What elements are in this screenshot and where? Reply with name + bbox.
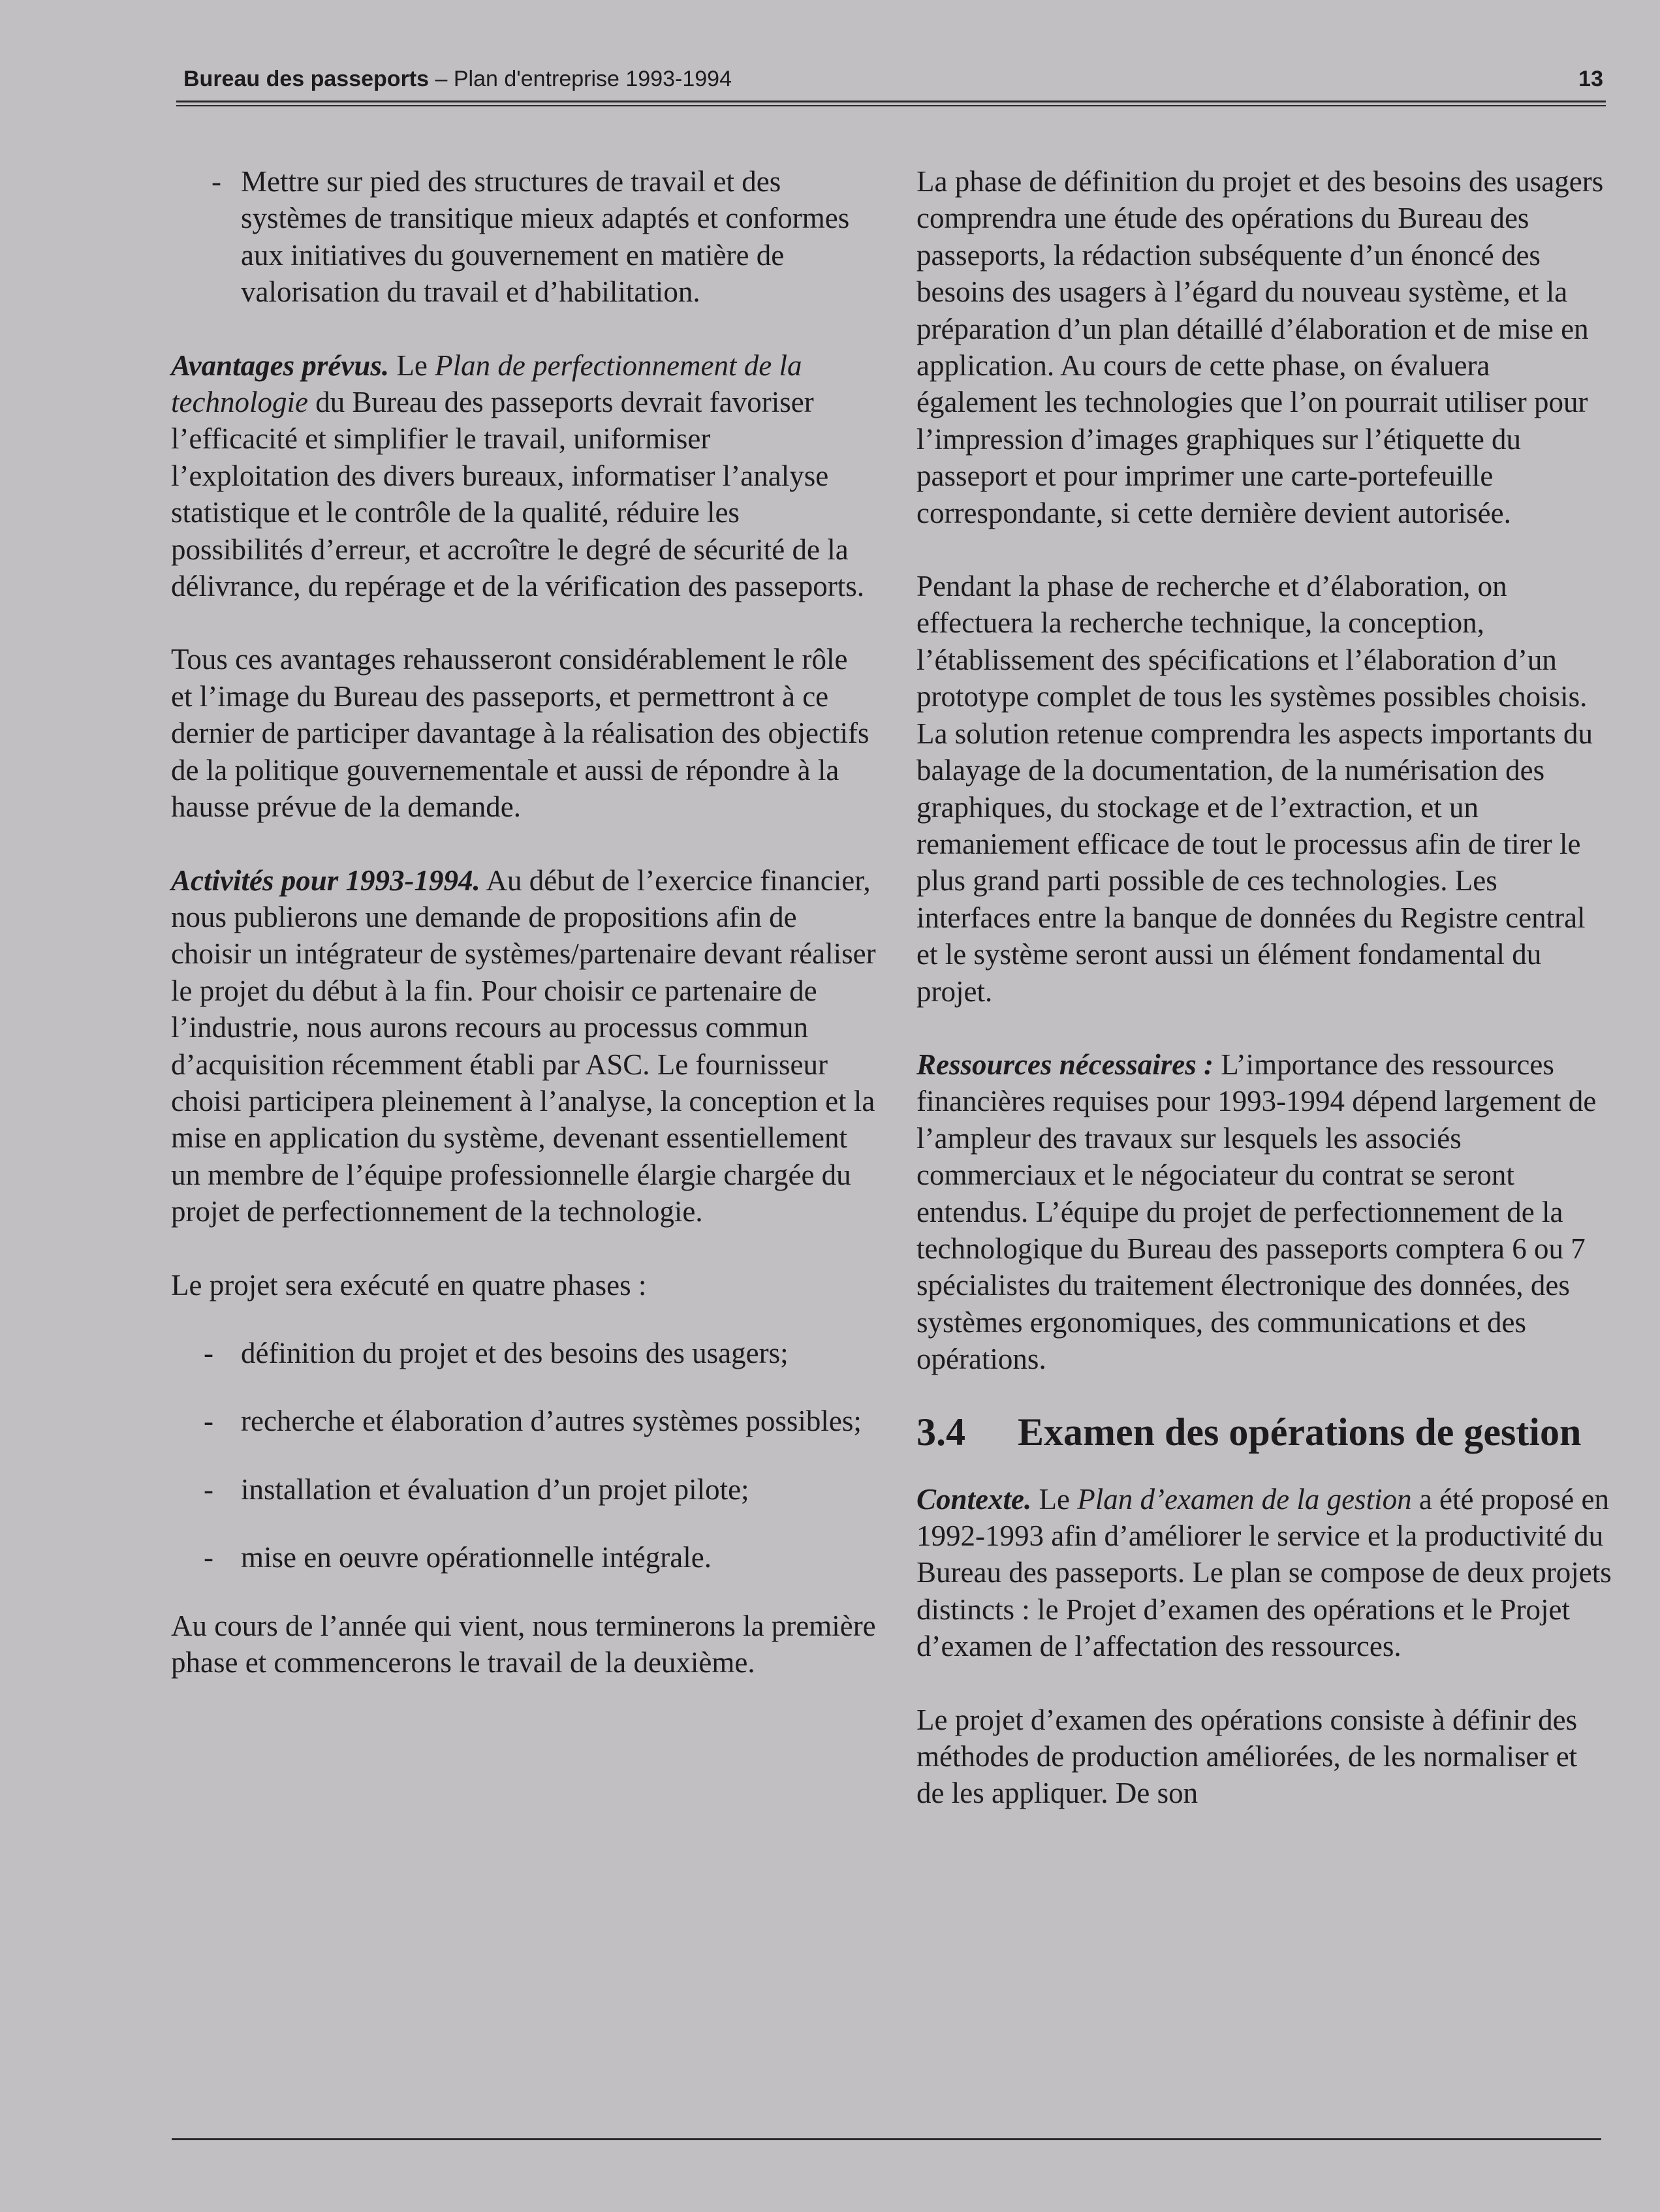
paragraph-lead: Ressources nécessaires : — [916, 1048, 1214, 1081]
paragraph-text: L’importance des ressources financières requises pour 1993-1994 dépend largement de l’ampleur des travaux sur lesquels les associés commerciaux et le négociateur du contrat se seront entendus. L’équipe du projet de perfectionnement de la technologique du Bureau des passeports comptera 6 ou 7 spécialistes du traitement électronique des données, des systèmes ergonomiques, des communications et des opérations. — [916, 1048, 1597, 1376]
page-header — [183, 63, 1603, 95]
paragraph-text: du Bureau des passeports devrait favoriser l’efficacité et simplifier le travail, uniformiser l’exploitation des divers bureaux, informatiser l’analyse statistique et le contrôle de la qualité, réduire les possibilités d’erreur, et accroître le degré de sécurité de la délivrance, du repérage et de la vérification des passeports. — [171, 386, 865, 603]
section-title: Examen des opérations de gestion — [1018, 1410, 1582, 1454]
left-column — [171, 163, 876, 1681]
section-number: 3.4 — [916, 1410, 965, 1454]
paragraph-lead: Avantages prévus. — [171, 349, 390, 382]
list-dash: - — [204, 1541, 213, 1574]
list-item — [171, 1539, 876, 1576]
paragraph-text: Le — [389, 349, 435, 382]
list-dash: - — [211, 165, 221, 198]
right-column — [916, 163, 1612, 1812]
ressources-paragraph — [916, 1046, 1612, 1378]
bullet-text: Mettre sur pied des structures de travail et des systèmes de transitique mieux adaptés et conformes aux initiatives du gouvernement en matière de valorisation du travail et d’habilitation. — [241, 165, 850, 309]
definition-paragraph: La phase de définition du projet et des besoins des usagers comprendra une étude des opérations du Bureau des passeports, la rédaction subséquente d’un énoncé des besoins des usagers à l’égard du nouveau système, et la préparation d’un plan détaillé d’élaboration et de mise en application. Au cours de cette phase, on évaluera également les technologies que l’on pourrait utiliser pour l’impression d’images graphiques sur l’étiquette du passeport et pour imprimer une carte-portefeuille correspondante, si cette dernière devient autorisée. — [916, 165, 1604, 529]
list-dash: - — [204, 1405, 213, 1438]
phases-intro: Le projet sera exécuté en quatre phases : — [171, 1268, 647, 1301]
phase-text: définition du projet et des besoins des usagers; — [241, 1336, 789, 1369]
list-item — [171, 1335, 876, 1371]
phase-text: installation et évaluation d’un projet pilote; — [241, 1472, 749, 1506]
tous-paragraph: Tous ces avantages rehausseront considérablement le rôle et l’image du Bureau des passeports, et permettront à ce dernier de participer davantage à la réalisation des objectifs de la politique gouvernementale et aussi de répondre à la hausse prévue de la demande. — [171, 643, 869, 824]
phase-text: recherche et élaboration d’autres systèmes possibles; — [241, 1405, 862, 1438]
phase-text: mise en oeuvre opérationnelle intégrale. — [241, 1541, 712, 1574]
header-rule-top — [176, 101, 1606, 102]
paragraph-lead: Activités pour 1993-1994. — [171, 864, 480, 897]
list-dash: - — [204, 1472, 213, 1506]
list-dash: - — [204, 1336, 213, 1369]
paragraph-text: Le — [1031, 1482, 1078, 1516]
paragraph-text: Au début de l’exercice financier, nous publierons une demande de propositions afin de choisir un intégrateur de systèmes/partenaire devant réaliser le projet du début à la fin. Pour choisir ce partenaire de l’industrie, nous aurons recours au processus commun d’acquisition récemment établi par ASC. Le fournisseur choisi participera pleinement à l’analyse, la conception et la mise en application du système, devenant essentiellement un membre de l’équipe professionnelle élargie chargée du projet de perfectionnement de la technologie. — [171, 864, 876, 1228]
recherche-paragraph: Pendant la phase de recherche et d’élaboration, on effectuera la recherche technique, la conception, l’établissement des spécifications et l’élaboration d’un prototype complet de tous les systèmes possibles choisis. La solution retenue comprendra les aspects importants du balayage de la documentation, de la numérisation des graphiques, du stockage et de l’extraction, et un remaniement efficace de tout le processus afin de tirer le plus grand parti possible de ces technologies. Les interfaces entre la banque de données du Registre central et le système seront aussi un élément fondamental du projet. — [916, 570, 1593, 1008]
page-number: 13 — [1578, 67, 1603, 91]
closing-paragraph: Au cours de l’année qui vient, nous terminerons la première phase et commencerons le travail de la deuxième. — [171, 1609, 876, 1679]
list-item — [171, 1471, 876, 1508]
activites-paragraph — [171, 862, 876, 1230]
paragraph-lead: Contexte. — [916, 1482, 1032, 1516]
list-item — [171, 163, 876, 311]
examen-paragraph: Le projet d’examen des opérations consiste à définir des méthodes de production améliorées, de les normaliser et de les appliquer. De son — [916, 1703, 1578, 1810]
plan-title: Plan d’examen de la gestion — [1077, 1482, 1412, 1516]
plan-title: Plan de perfectionnement de la technologie — [171, 349, 802, 419]
section-heading — [916, 1409, 1612, 1455]
header-doc: Plan d'entreprise 1993-1994 — [453, 67, 732, 91]
avantages-paragraph — [171, 347, 876, 605]
paragraph-text: a été proposé en 1992-1993 afin d’améliorer le service et la productivité du Bureau des passeports. Le plan se compose de deux projets distincts : le Projet d’examen des opérations et le Projet d’examen de l’affectation des ressources. — [916, 1482, 1612, 1663]
list-item — [171, 1403, 876, 1439]
contexte-paragraph — [916, 1481, 1612, 1665]
header-rule-bottom — [176, 105, 1606, 106]
header-title — [183, 63, 732, 95]
header-org: Bureau des passeports — [183, 67, 430, 91]
header-separator: – — [429, 67, 454, 91]
footer-rule — [172, 2138, 1601, 2140]
